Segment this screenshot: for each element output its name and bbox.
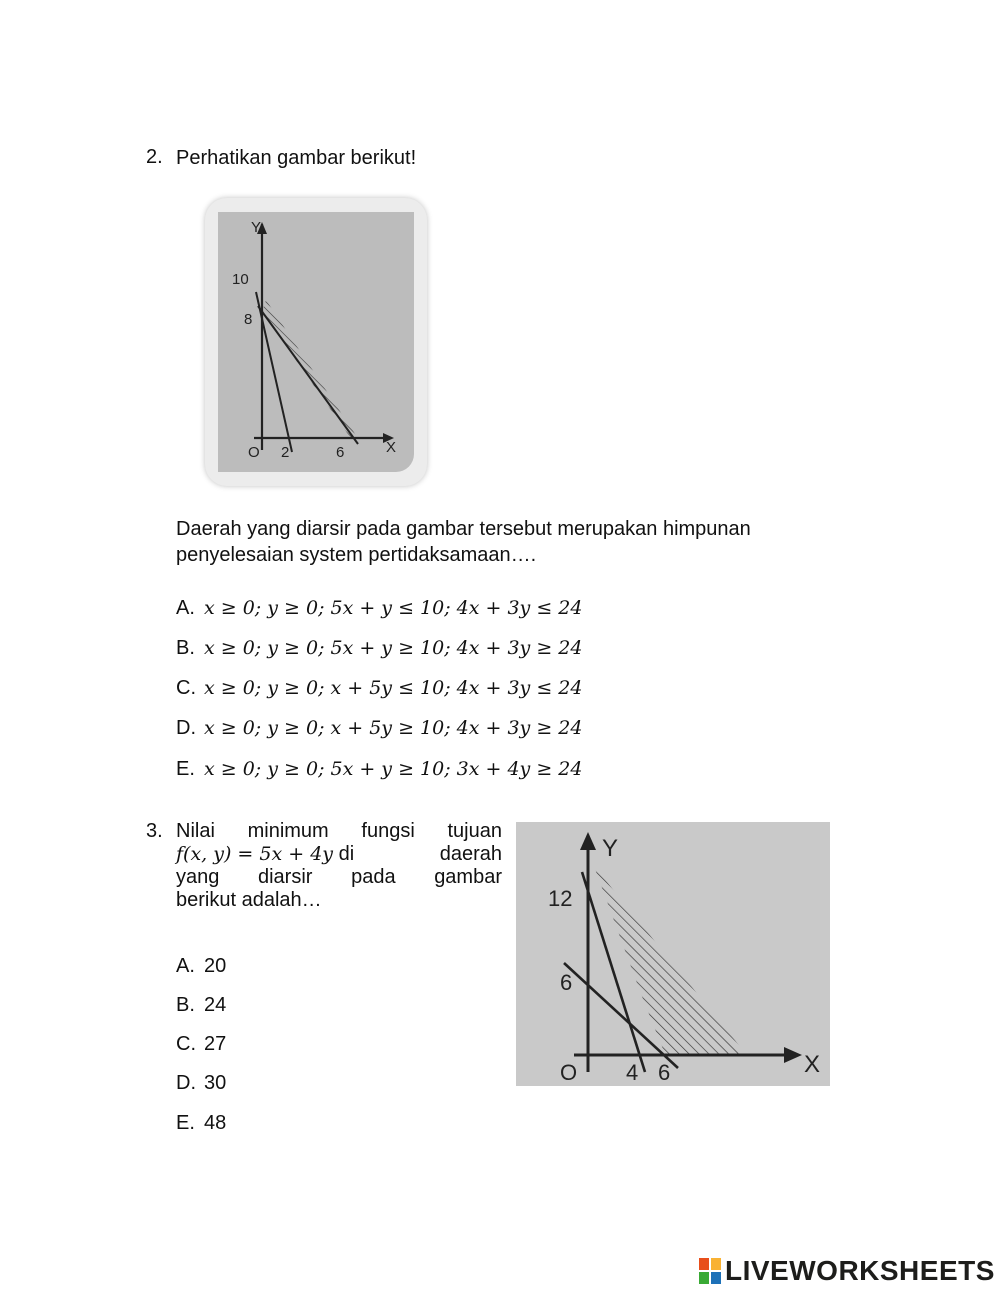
x-tick-6: 6 <box>658 1060 671 1085</box>
question-3-number: 3. <box>146 820 163 842</box>
line-4x-plus-3y-24 <box>258 306 358 444</box>
y-axis-label: Y <box>251 219 262 236</box>
question-3-option-e[interactable] <box>176 1111 226 1135</box>
option-label: B. <box>176 994 195 1016</box>
option-text: 24 <box>204 994 227 1016</box>
objective-function: f(x, y) = 5x + 4y <box>176 843 334 865</box>
question-3-option-b[interactable] <box>176 993 226 1017</box>
option-text: x ≥ 0; y ≥ 0; 5x + y ≥ 10; 3x + 4y ≥ 24 <box>204 758 583 780</box>
question-2-option-a[interactable] <box>176 596 582 620</box>
option-label: C. <box>176 677 196 699</box>
question-3-graph <box>516 822 830 1086</box>
y-tick-6: 6 <box>560 970 573 995</box>
x-tick-6: 6 <box>336 444 345 461</box>
question-3-line-3: yang diarsir pada gambar <box>176 866 502 888</box>
option-text: 30 <box>204 1072 227 1094</box>
option-text: x ≥ 0; y ≥ 0; 5x + y ≥ 10; 4x + 3y ≥ 24 <box>204 637 583 659</box>
question-3-line-4: berikut adalah… <box>176 889 322 911</box>
y-tick-10: 10 <box>232 271 249 288</box>
logo-square <box>711 1272 721 1284</box>
option-text: x ≥ 0; y ≥ 0; x + 5y ≤ 10; 4x + 3y ≤ 24 <box>204 677 583 699</box>
question-2-option-e[interactable] <box>176 757 582 781</box>
brand-text: LIVEWORKSHEETS <box>725 1255 995 1286</box>
x-tick-4: 4 <box>626 1060 639 1085</box>
question-2-description-line-2: penyelesaian system pertidaksamaan…. <box>176 544 537 566</box>
y-tick-8: 8 <box>244 311 253 328</box>
x-axis-label: X <box>804 1051 821 1078</box>
option-label: E. <box>176 1112 195 1134</box>
question-3-option-d[interactable] <box>176 1071 226 1095</box>
option-text: x ≥ 0; y ≥ 0; 5x + y ≤ 10; 4x + 3y ≤ 24 <box>204 597 583 619</box>
option-text: x ≥ 0; y ≥ 0; x + 5y ≥ 10; 4x + 3y ≥ 24 <box>204 717 583 739</box>
option-text: 27 <box>204 1033 227 1055</box>
origin-label: O <box>248 444 260 461</box>
shaded-region <box>262 300 357 437</box>
question-2-number: 2. <box>146 146 163 168</box>
question-2-prompt: Perhatikan gambar berikut! <box>176 147 417 169</box>
logo-square <box>711 1258 721 1270</box>
question-2-option-c[interactable] <box>176 676 582 700</box>
option-label: D. <box>176 717 196 739</box>
x-axis-label: X <box>386 439 397 456</box>
question-3-line-2 <box>176 843 502 866</box>
question-3-prompt <box>176 820 502 912</box>
option-label: B. <box>176 637 195 659</box>
logo-square <box>699 1272 709 1284</box>
question-3-line-1: Nilai minimum fungsi tujuan <box>176 820 502 842</box>
question-3-line-2-di: di <box>338 843 355 865</box>
y-axis-label: Y <box>602 835 619 862</box>
x-tick-2: 2 <box>281 444 290 461</box>
question-2-graph <box>218 212 414 472</box>
question-2-option-b[interactable] <box>176 636 582 660</box>
option-label: D. <box>176 1072 196 1094</box>
question-2-description-line-1: Daerah yang diarsir pada gambar tersebut merupakan himpunan <box>176 518 751 540</box>
option-label: A. <box>176 955 195 977</box>
question-2-option-d[interactable] <box>176 716 582 740</box>
question-3-option-a[interactable] <box>176 954 226 978</box>
option-text: 48 <box>204 1112 227 1134</box>
liveworksheets-logo-icon <box>699 1258 721 1284</box>
shaded-region <box>594 866 746 1054</box>
y-axis-arrow <box>580 832 596 850</box>
liveworksheets-brand <box>699 1255 995 1287</box>
question-3-line-2-daerah: daerah <box>439 843 502 865</box>
y-tick-12: 12 <box>548 886 573 911</box>
option-text: 20 <box>204 955 227 977</box>
option-label: C. <box>176 1033 196 1055</box>
origin-label: O <box>560 1060 578 1085</box>
option-label: E. <box>176 758 195 780</box>
logo-square <box>699 1258 709 1270</box>
question-3-option-c[interactable] <box>176 1032 226 1056</box>
x-axis-arrow <box>784 1047 802 1063</box>
option-label: A. <box>176 597 195 619</box>
